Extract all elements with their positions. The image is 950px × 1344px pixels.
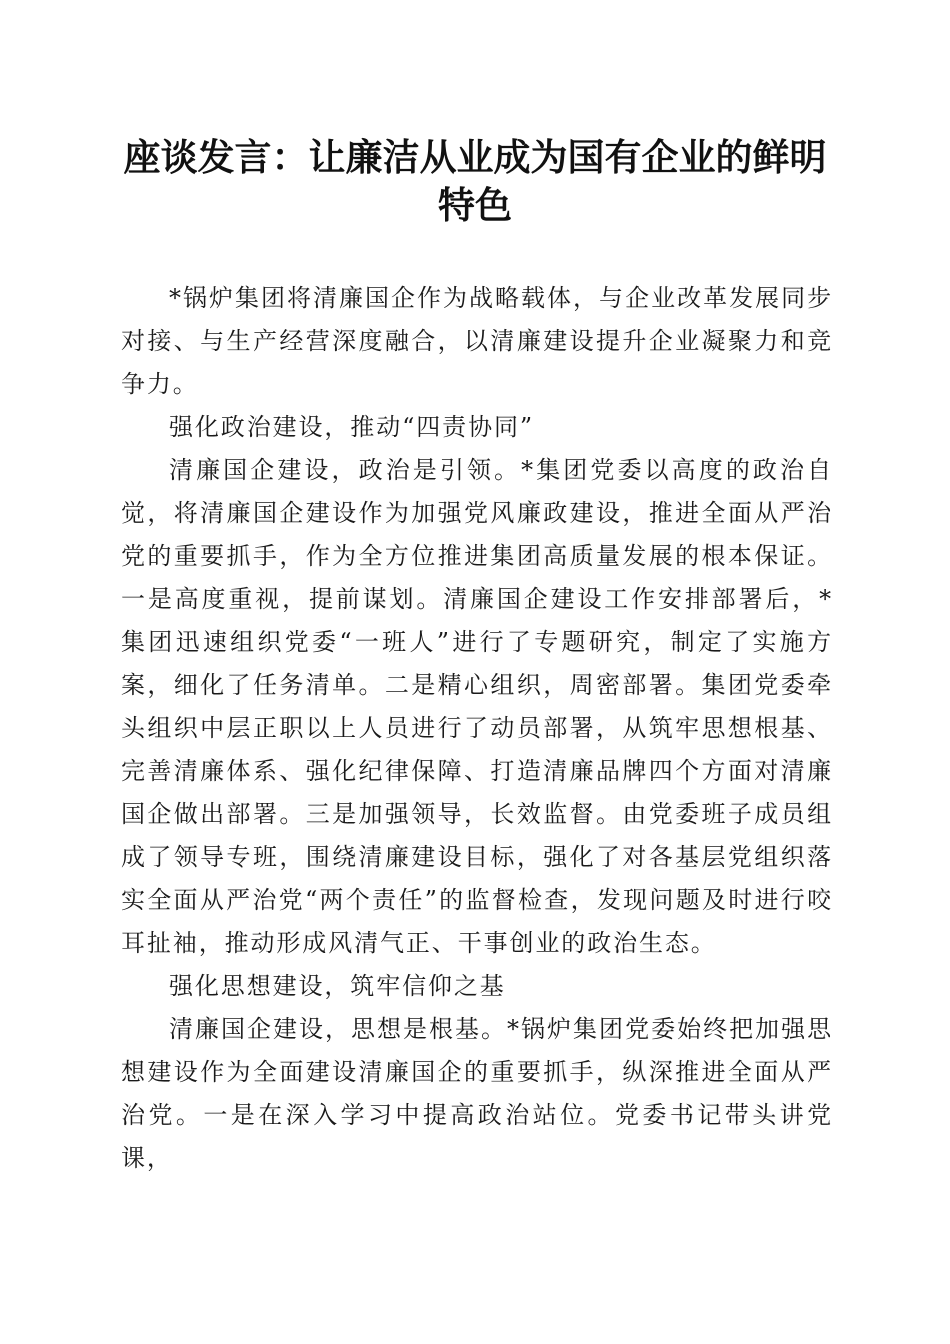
paragraph-political: 清廉国企建设，政治是引领。*集团党委以高度的政治自觉，将清廉国企建设作为加强党风廉政建设，推进全面从严治党的重要抓手，作为全方位推进集团高质量发展的根本保证。一是高度重视，提前谋划。清廉国企建设工作安排部署后，*集团迅速组织党委“一班人”进行了专题研究，制定了实施方案，细化了任务清单。二是精心组织，周密部署。集团党委牵头组织中层正职以上人员进行了动员部署，从筑牢思想根基、完善清廉体系、强化纪律保障、打造清廉品牌四个方面对清廉国企做出部署。三是加强领导，长效监督。由党委班子成员组成了领导专班，围绕清廉建设目标，强化了对各基层党组织落实全面从严治党“两个责任”的监督检查，发现问题及时进行咬耳扯袖，推动形成风清气正、干事创业的政治生态。 — [121, 456, 833, 957]
document-body — [121, 277, 833, 1180]
paragraph-ideological: 清廉国企建设，思想是根基。*锅炉集团党委始终把加强思想建设作为全面建设清廉国企的重要抓手，纵深推进全面从严治党。一是在深入学习中提高政治站位。党委书记带头讲党课， — [121, 1015, 833, 1172]
paragraph-intro: *锅炉集团将清廉国企作为战略载体，与企业改革发展同步对接、与生产经营深度融合，以清廉建设提升企业凝聚力和竞争力。 — [121, 284, 833, 398]
section-heading-political: 强化政治建设，推动“四责协同” — [169, 413, 535, 441]
section-heading-ideological: 强化思想建设，筑牢信仰之基 — [169, 972, 506, 1000]
document-title: 座谈发言：让廉洁从业成为国有企业的鲜明特色 — [123, 135, 827, 227]
